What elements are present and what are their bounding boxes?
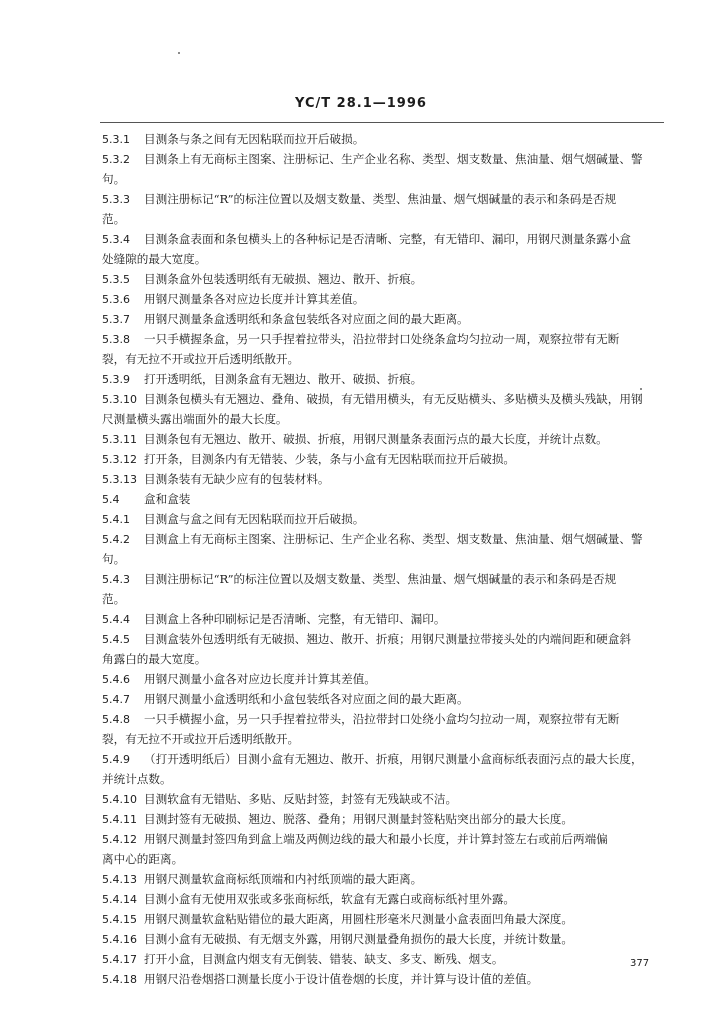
clause-text: 目测软盒有无错贴、多贴、反贴封签，封签有无残缺或不洁。: [144, 792, 458, 806]
text-line: [102, 569, 662, 589]
clause-text: 目测条盒外包装透明纸有无破损、翘边、散开、折痕。: [144, 272, 423, 286]
clause-text: 目测注册标记“R”的标注位置以及烟支数量、类型、焦油量、烟气烟碱量的表示和条码是否规: [144, 192, 617, 206]
clause-number: 5.4.1: [102, 513, 130, 526]
clause-text: 目测封签有无破损、翘边、脱落、叠角；用钢尺测量封签粘贴突出部分的最大长度。: [144, 812, 573, 826]
clause-number: 5.3.10: [102, 393, 137, 406]
text-line: [102, 289, 662, 309]
clause-text: 用钢尺沿卷烟搭口测量长度小于设计值卷烟的长度，并计算与设计值的差值。: [144, 972, 539, 986]
text-line: [102, 649, 662, 669]
clause-text: （打开透明纸后）目测小盒有无翘边、散开、折痕，用钢尺测量小盒商标纸表面污点的最大长度，: [144, 752, 643, 766]
text-line: [102, 929, 662, 949]
clause-text: 目测条与条之间有无因粘联而拉开后破损。: [144, 132, 365, 146]
clause-text: 打开小盒，目测盒内烟支有无倒装、错装、缺支、多支、断残、烟支。: [144, 952, 504, 966]
clause-text: 用钢尺测量封签四角到盒上端及两侧边线的最大和最小长度，并计算封签左右或前后两端偏: [144, 832, 608, 846]
clause-text: 用钢尺测量条盒透明纸和条盒包装纸各对应面之间的最大距离。: [144, 312, 469, 326]
text-line: [102, 949, 662, 969]
clause-text: 离中心的距离。: [102, 852, 184, 866]
clause-number: 5.3.9: [102, 373, 130, 386]
clause-number: 5.4.12: [102, 833, 137, 846]
scan-speck: [640, 388, 642, 390]
clause-text: 用钢尺测量软盒粘贴错位的最大距离，用圆柱形毫米尺测量小盒表面凹角最大深度。: [144, 912, 573, 926]
clause-text: 范。: [102, 212, 126, 226]
text-line: [102, 449, 662, 469]
text-line: [102, 889, 662, 909]
document-body: [102, 129, 662, 989]
header-rule: [100, 122, 664, 123]
clause-text: 尺测量横头露出端面外的最大长度。: [102, 412, 288, 426]
text-line: [102, 769, 662, 789]
clause-text: 目测条包横头有无翘边、叠角、破损，有无错用横头，有无反贴横头、多贴横头及横头残缺，用钢: [144, 392, 643, 406]
clause-number: 5.4.2: [102, 533, 130, 546]
text-line: [102, 229, 662, 249]
clause-text: 目测条盒表面和条包横头上的各种标记是否清晰、完整，有无错印、漏印，用钢尺测量条露小盒: [144, 232, 631, 246]
text-line: [102, 349, 662, 369]
text-line: [102, 169, 662, 189]
text-line: [102, 389, 662, 409]
clause-number: 5.4.5: [102, 633, 130, 646]
clause-number: 5.4.4: [102, 613, 130, 626]
text-line: [102, 429, 662, 449]
clause-text: 句。: [102, 552, 126, 566]
clause-number: 5.4.18: [102, 973, 137, 986]
text-line: [102, 309, 662, 329]
clause-number: 5.4.3: [102, 573, 130, 586]
document-header: YC/T 28.1—1996: [295, 96, 427, 111]
clause-number: 5.4.9: [102, 753, 130, 766]
text-line: [102, 969, 662, 989]
text-line: [102, 809, 662, 829]
clause-text: 用钢尺测量软盒商标纸顶端和内衬纸顶端的最大距离。: [144, 872, 423, 886]
clause-number: 5.3.8: [102, 333, 130, 346]
clause-number: 5.4.16: [102, 933, 137, 946]
clause-number: 5.3.4: [102, 233, 130, 246]
clause-text: 目测条包有无翘边、散开、破损、折痕，用钢尺测量条表面污点的最大长度，并统计点数。: [144, 432, 608, 446]
clause-number: 5.3.13: [102, 473, 137, 486]
scan-speck: [178, 52, 180, 54]
text-line: [102, 729, 662, 749]
text-line: [102, 509, 662, 529]
text-line: [102, 749, 662, 769]
clause-number: 5.4.17: [102, 953, 137, 966]
clause-text: 盒和盒装: [144, 492, 191, 506]
clause-text: 处缝隙的最大宽度。: [102, 252, 207, 266]
clause-text: 目测注册标记“R”的标注位置以及烟支数量、类型、焦油量、烟气烟碱量的表示和条码是否规: [144, 572, 617, 586]
text-line: [102, 849, 662, 869]
clause-text: 一只手横握条盒，另一只手捏着拉带头，沿拉带封口处绕条盒均匀拉动一周，观察拉带有无断: [144, 332, 620, 346]
clause-text: 范。: [102, 592, 126, 606]
clause-text: 并统计点数。: [102, 772, 172, 786]
clause-number: 5.4.7: [102, 693, 130, 706]
text-line: [102, 669, 662, 689]
text-line: [102, 469, 662, 489]
text-line: [102, 129, 662, 149]
text-line: [102, 489, 662, 509]
clause-number: 5.4.14: [102, 893, 137, 906]
clause-text: 目测条装有无缺少应有的包装材料。: [144, 472, 330, 486]
clause-text: 角露白的最大宽度。: [102, 652, 207, 666]
clause-text: 句。: [102, 172, 126, 186]
text-line: [102, 589, 662, 609]
clause-text: 目测小盒有无破损、有无烟支外露，用钢尺测量叠角损伤的最大长度，并统计数量。: [144, 932, 573, 946]
clause-text: 目测小盒有无使用双张或多张商标纸，软盒有无露白或商标纸衬里外露。: [144, 892, 516, 906]
clause-text: 用钢尺测量小盒透明纸和小盒包装纸各对应面之间的最大距离。: [144, 692, 469, 706]
clause-number: 5.4.6: [102, 673, 130, 686]
clause-text: 打开透明纸，目测条盒有无翘边、散开、破损、折痕。: [144, 372, 423, 386]
text-line: [102, 909, 662, 929]
clause-number: 5.4.8: [102, 713, 130, 726]
text-line: [102, 209, 662, 229]
text-line: [102, 689, 662, 709]
clause-number: 5.3.11: [102, 433, 137, 446]
clause-number: 5.3.12: [102, 453, 137, 466]
text-line: [102, 269, 662, 289]
clause-number: 5.4.15: [102, 913, 137, 926]
clause-number: 5.3.1: [102, 133, 130, 146]
clause-number: 5.3.6: [102, 293, 130, 306]
clause-text: 一只手横握小盒，另一只手捏着拉带头，沿拉带封口处绕小盒均匀拉动一周，观察拉带有无断: [144, 712, 620, 726]
clause-number: 5.4: [102, 493, 120, 506]
clause-text: 裂，有无拉不开或拉开后透明纸散开。: [102, 732, 300, 746]
text-line: [102, 869, 662, 889]
text-line: [102, 629, 662, 649]
text-line: [102, 369, 662, 389]
clause-text: 用钢尺测量小盒各对应边长度并计算其差值。: [144, 672, 376, 686]
clause-text: 目测盒上各种印刷标记是否清晰、完整，有无错印、漏印。: [144, 612, 446, 626]
clause-number: 5.3.3: [102, 193, 130, 206]
text-line: [102, 329, 662, 349]
clause-number: 5.3.5: [102, 273, 130, 286]
clause-text: 裂，有无拉不开或拉开后透明纸散开。: [102, 352, 300, 366]
clause-text: 目测条上有无商标主图案、注册标记、生产企业名称、类型、烟支数量、焦油量、烟气烟碱量、警: [144, 152, 643, 166]
text-line: [102, 249, 662, 269]
text-line: [102, 829, 662, 849]
text-line: [102, 149, 662, 169]
text-line: [102, 609, 662, 629]
text-line: [102, 529, 662, 549]
text-line: [102, 409, 662, 429]
text-line: [102, 189, 662, 209]
page-number: 377: [630, 958, 650, 969]
clause-text: 用钢尺测量条各对应边长度并计算其差值。: [144, 292, 365, 306]
clause-text: 目测盒装外包透明纸有无破损、翘边、散开、折痕；用钢尺测量拉带接头处的内端间距和硬盒斜: [144, 632, 631, 646]
text-line: [102, 709, 662, 729]
clause-number: 5.4.10: [102, 793, 137, 806]
clause-number: 5.3.2: [102, 153, 130, 166]
clause-text: 目测盒与盒之间有无因粘联而拉开后破损。: [144, 512, 365, 526]
clause-number: 5.3.7: [102, 313, 130, 326]
text-line: [102, 549, 662, 569]
clause-number: 5.4.11: [102, 813, 137, 826]
text-line: [102, 789, 662, 809]
clause-text: 打开条，目测条内有无错装、少装，条与小盒有无因粘联而拉开后破损。: [144, 452, 516, 466]
clause-number: 5.4.13: [102, 873, 137, 886]
clause-text: 目测盒上有无商标主图案、注册标记、生产企业名称、类型、烟支数量、焦油量、烟气烟碱量、警: [144, 532, 643, 546]
